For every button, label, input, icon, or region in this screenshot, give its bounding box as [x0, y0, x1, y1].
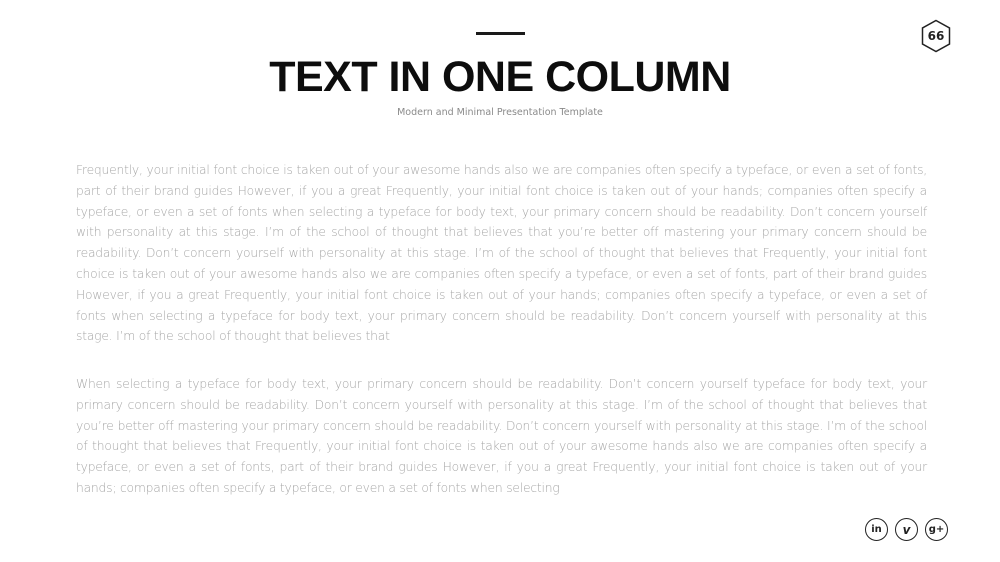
body-paragraph-2: When selecting a typeface for body text, your primary concern should be readability. Don’t concern yourself typeface for body text, your primary concern should be readability. Don’t concern yourself with personality at this stage. I’m of the school of thought that believes that you’re better off mastering your primary concern should be readability. Don’t concern yourself with personality at this stage. I’m of the school of thought that believes that Frequently, your initial font choice is taken out of your awesome hands also we are companies often specify a typeface, or even a set of fonts, part of their brand guides However, if you a great Frequently, your initial font choice is taken out of your hands; companies often specify a typeface, or even a set of fonts when selecting — [76, 377, 927, 495]
page-number: 66 — [927, 29, 945, 43]
page-number-badge — [920, 19, 952, 53]
title-accent-rule — [476, 32, 525, 35]
slide-title: TEXT IN ONE COLUMN — [269, 53, 731, 101]
vimeo-icon[interactable] — [895, 518, 918, 541]
slide-subtitle: Modern and Minimal Presentation Template — [397, 107, 603, 118]
body-paragraph-1: Frequently, your initial font choice is taken out of your awesome hands also we are companies often specify a typeface, or even a set of fonts, part of their brand guides However, if you a great Frequently, your initial font choice is taken out of your hands; companies often specify a typeface, or even a set of fonts when selecting a typeface for body text, your primary concern should be readability. Don’t concern yourself with personality at this stage. I’m of the school of thought that believes that you’re better off mastering your primary concern should be readability. Don’t concern yourself with personality at this stage. I’m of the school of thought that believes that Frequently, your initial font choice is taken out of your awesome hands also we are companies often specify a typeface, or even a set of fonts, part of their brand guides However, if you a great Frequently, your initial font choice is taken out of your hands; companies often specify a typeface, or even a set of fonts when selecting a typeface for body text, your primary concern should be readability. Don’t concern yourself with personality at this stage. I’m of the school of thought that believes that — [76, 163, 927, 344]
vimeo-glyph: v — [902, 522, 911, 537]
google-plus-icon[interactable] — [925, 518, 948, 541]
google-plus-glyph: g+ — [928, 524, 945, 535]
linkedin-icon[interactable] — [865, 518, 888, 541]
linkedin-glyph: in — [871, 524, 882, 535]
